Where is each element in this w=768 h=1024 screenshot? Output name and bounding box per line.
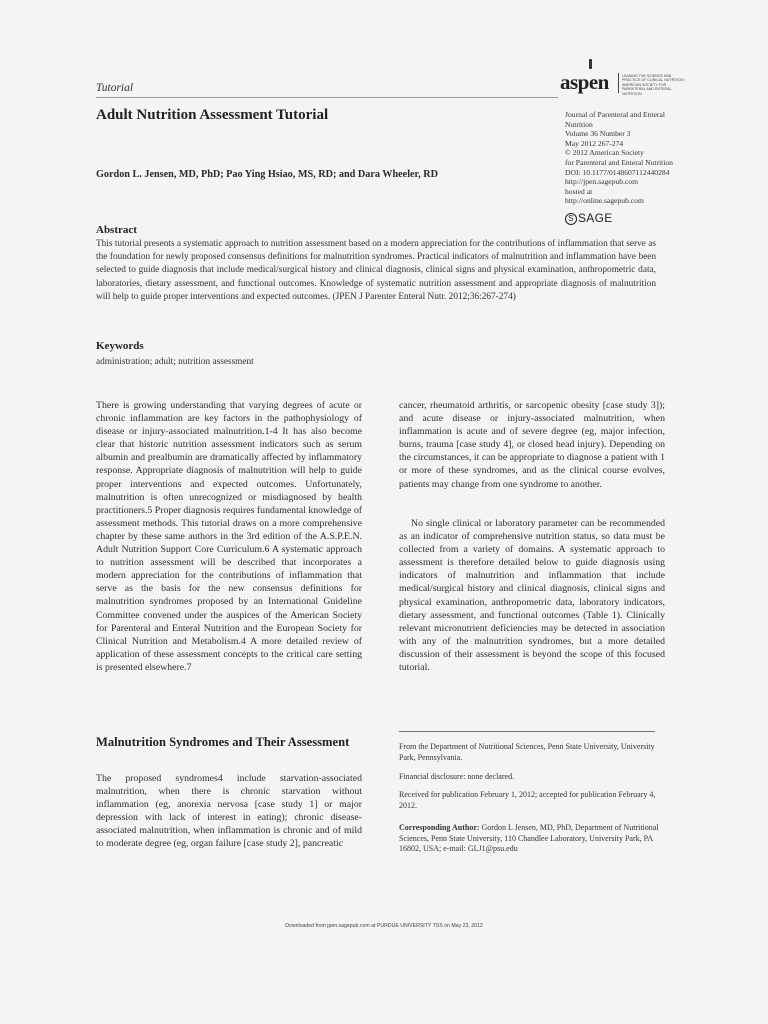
- sage-logo: [565, 211, 613, 225]
- article-title: Adult Nutrition Assessment Tutorial: [96, 107, 329, 123]
- sage-circle-icon: S: [565, 213, 577, 225]
- logo-tagline: LEADING THE SCIENCE AND PRACTICE OF CLINICAL NUTRITION · AMERICAN SOCIETY FOR PARENTERAL AND ENTERAL NUTRITION: [622, 74, 686, 96]
- body-paragraph: No single clinical or laboratory parameter can be recommended as an indicator of comprehensive nutrition status, so data must be collected from a variety of domains. A systematic approach to assessment is therefore detailed below to guide diagnosis using indicators of malnutrition and inflammation that include medical/surgical history and clinical diagnosis, clinical signs and physical examination, anthropometric data, laboratory indicators, dietary assessment, and functional outcomes (Table 1). Clinically relevant micronutrient deficiencies may be detected in association with any of the malnutrition syndromes, but a more detailed discussion of their assessment is beyond the scope of this focused tutorial.: [399, 518, 665, 674]
- body-paragraph: There is growing understanding that varying degrees of acute or chronic inflammation are key factors in the pathophysiology of disease or injury-associated malnutrition.1-4 It has also become clear that historic nutrition assessment indicators such as serum albumin and prealbumin are dramatically affected by inflammatory response. Appropriate diagnosis of malnutrition will help to guide proper interventions and expected outcomes. Unfortunately, malnutrition is often unrecognized or misdiagnosed by health practitioners.5 Proper diagnosis requires fundamental knowledge of assessment methods. This tutorial draws on a more comprehensive chapter by these same authors in the 3rd edition of the A.S.P.E.N. Adult Nutrition Support Core Curriculum.6 A systematic approach to nutrition assessment will be described that incorporates a modern appreciation for the contributions of inflammation that serve as the basis for the new consensus definitions for malnutrition syndromes proposed by an International Guideline Committee convened under the auspices of the American Society for Parenteral and Enteral Nutrition and the European Society for Clinical Nutrition and Metabolism.4 A more detailed review of application of these assessment concepts to the critical care setting is presented elsewhere.7: [96, 400, 362, 673]
- journal-info: [565, 110, 695, 206]
- fork-icon: [589, 59, 592, 69]
- logo-wordmark: aspen: [560, 70, 609, 94]
- footnote-rule: [399, 731, 655, 732]
- journal-info-line: Volume 36 Number 3: [565, 129, 631, 139]
- logo-divider: [618, 73, 619, 93]
- footnote-disclosure: Financial disclosure: none declared.: [399, 772, 515, 781]
- download-footer: Downloaded from jpen.sagepub.com at PURDUE UNIVERSITY TSS on May 23, 2012: [285, 923, 483, 929]
- journal-info-line: May 2012 267-274: [565, 138, 624, 148]
- journal-info-line[interactable]: http://jpen.sagepub.com: [565, 177, 638, 187]
- keywords-heading: Keywords: [96, 340, 144, 352]
- section-label: Tutorial: [96, 82, 134, 94]
- publisher-name: SAGE: [578, 211, 613, 225]
- footnote-corresponding: [399, 823, 659, 855]
- journal-info-line: for Parenteral and Enteral Nutrition: [565, 157, 673, 167]
- corresponding-text[interactable]: Gordon L Jensen, MD, PhD, Department of Nutritional Sciences, Penn State University, 110 Chandlee Laboratory, University Park, PA 16802, USA; e-mail: GLJ1@psu.edu: [399, 823, 659, 853]
- aspen-logo: [560, 62, 690, 102]
- header-rule: [96, 97, 558, 98]
- journal-info-line: hosted at: [565, 186, 593, 196]
- body-paragraph: The proposed syndromes4 include starvation-associated malnutrition, when there is chronic starvation without inflammation (eg, anorexia nervosa [case study 1] or major depression with lack of interest in eating); chronic disease-associated malnutrition, when inflammation is chronic and of mild to moderate degree (eg, organ failure [case study 2], pancreatic: [96, 773, 362, 850]
- journal-info-line[interactable]: DOI: 10.1177/0148607112440284: [565, 167, 670, 177]
- footnote-affiliation: From the Department of Nutritional Sciences, Penn State University, University Park, Pennsylvania.: [399, 742, 655, 762]
- author-list: Gordon L. Jensen, MD, PhD; Pao Ying Hsiao, MS, RD; and Dara Wheeler, RD: [96, 169, 438, 180]
- section-heading: Malnutrition Syndromes and Their Assessment: [96, 735, 350, 749]
- journal-info-line: Journal of Parenteral and Enteral: [565, 110, 665, 119]
- corresponding-label: Corresponding Author:: [399, 823, 480, 832]
- abstract-heading: Abstract: [96, 224, 137, 236]
- body-paragraph: cancer, rheumatoid arthritis, or sarcopenic obesity [case study 3]); and acute disease or injury-associated malnutrition, when inflammation is acute and of severe degree (eg, major infection, burns, trauma [case study 4], or closed head injury). Depending on the circumstances, it can be appropriate to diagnose a patient with 1 or more of these syndromes, and as the clinical course evolves, patients may change from one syndrome to another.: [399, 400, 665, 490]
- journal-info-line[interactable]: http://online.sagepub.com: [565, 196, 644, 206]
- abstract-text: This tutorial presents a systematic approach to nutrition assessment based on a modern appreciation for the contributions of inflammation that serve as the foundation for newly proposed consensus definitions for malnutrition syndromes. Practical indicators of malnutrition and inflammation have been selected to guide diagnosis that include medical/surgical history and clinical diagnosis, clinical signs and physical examination, anthropometric data, laboratories, dietary assessment, and functional outcomes. Knowledge of systematic nutrition assessment and appropriate diagnosis of malnutrition will help to guide proper interventions and expected outcomes. (JPEN J Parenter Enteral Nutr. 2012;36:267-274): [96, 239, 656, 302]
- journal-info-line: © 2012 American Society: [565, 148, 644, 158]
- footnote-received: Received for publication February 1, 2012; accepted for publication February 4, 2012.: [399, 790, 656, 810]
- journal-info-line: Nutrition: [565, 119, 593, 129]
- keywords-text: administration; adult; nutrition assessment: [96, 357, 254, 367]
